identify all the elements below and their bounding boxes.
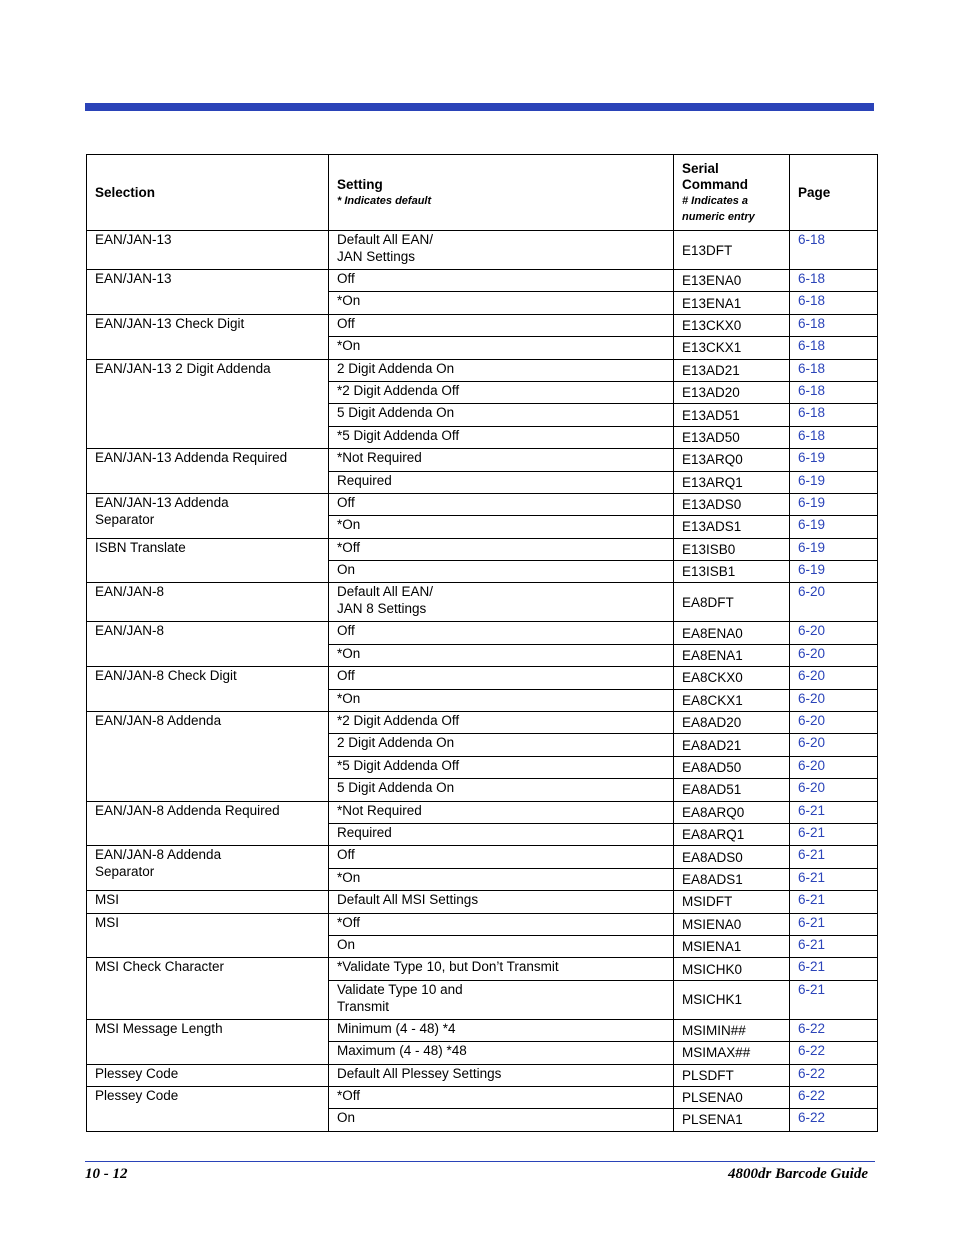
- serial-command-cell: E13ARQ0: [674, 449, 790, 471]
- table-row: [87, 958, 878, 980]
- table-row: [87, 493, 878, 515]
- table-row: [87, 1064, 878, 1086]
- serial-command-cell: EA8ENA1: [674, 644, 790, 666]
- setting-cell: *On: [329, 516, 674, 538]
- page-link[interactable]: 6-19: [790, 471, 878, 493]
- selection-cell: MSI Message Length: [87, 1019, 329, 1064]
- serial-command-cell: EA8ENA0: [674, 622, 790, 644]
- page-link[interactable]: 6-20: [790, 583, 878, 622]
- table-row: [87, 1019, 878, 1041]
- setting-cell: *5 Digit Addenda Off: [329, 426, 674, 448]
- page-link[interactable]: 6-22: [790, 1086, 878, 1108]
- selection-cell: ISBN Translate: [87, 538, 329, 583]
- page-link[interactable]: 6-18: [790, 314, 878, 336]
- setting-header: Setting * Indicates default: [329, 155, 674, 231]
- setting-cell: *2 Digit Addenda Off: [329, 381, 674, 403]
- page-link[interactable]: 6-21: [790, 935, 878, 957]
- selection-cell: EAN/JAN-13 Addenda Required: [87, 449, 329, 494]
- page-link[interactable]: 6-18: [790, 270, 878, 292]
- serial-command-cell: E13AD50: [674, 426, 790, 448]
- serial-command-cell: MSIDFT: [674, 891, 790, 913]
- page-link[interactable]: 6-18: [790, 359, 878, 381]
- setting-cell: Off: [329, 667, 674, 689]
- setting-cell: *On: [329, 868, 674, 890]
- serial-command-cell: E13CKX1: [674, 337, 790, 359]
- default-note: * Indicates default: [337, 194, 432, 207]
- selection-cell: EAN/JAN-8 Addenda Separator: [87, 846, 329, 891]
- page-link[interactable]: 6-20: [790, 689, 878, 711]
- serial-command-cell: EA8ADS0: [674, 846, 790, 868]
- serial-command-cell: E13AD20: [674, 381, 790, 403]
- selection-cell: EAN/JAN-8 Addenda: [87, 712, 329, 802]
- page-link[interactable]: 6-20: [790, 779, 878, 801]
- selection-cell: MSI: [87, 891, 329, 913]
- serial-command-cell: E13ADS1: [674, 516, 790, 538]
- settings-table: [86, 154, 878, 1132]
- serial-command-cell: E13ISB0: [674, 538, 790, 560]
- serial-command-cell: E13ENA1: [674, 292, 790, 314]
- selection-cell: Plessey Code: [87, 1064, 329, 1086]
- setting-cell: *Not Required: [329, 801, 674, 823]
- setting-cell: Off: [329, 846, 674, 868]
- serial-command-cell: EA8AD51: [674, 779, 790, 801]
- page-link[interactable]: 6-21: [790, 801, 878, 823]
- serial-command-cell: EA8AD20: [674, 712, 790, 734]
- selection-cell: EAN/JAN-8 Check Digit: [87, 667, 329, 712]
- serial-command-cell: E13DFT: [674, 231, 790, 270]
- setting-cell: Minimum (4 - 48) *4: [329, 1019, 674, 1041]
- page-link[interactable]: 6-20: [790, 622, 878, 644]
- table-row: [87, 359, 878, 381]
- page-link[interactable]: 6-19: [790, 449, 878, 471]
- serial-command-cell: EA8CKX1: [674, 689, 790, 711]
- setting-cell: Default All EAN/ JAN 8 Settings: [329, 583, 674, 622]
- serial-command-cell: MSIMIN##: [674, 1019, 790, 1041]
- table-row: [87, 846, 878, 868]
- selection-cell: EAN/JAN-13 2 Digit Addenda: [87, 359, 329, 449]
- table-row: [87, 801, 878, 823]
- setting-cell: *On: [329, 689, 674, 711]
- page-link[interactable]: 6-18: [790, 404, 878, 426]
- serial-command-cell: EA8AD21: [674, 734, 790, 756]
- serial-command-cell: PLSENA1: [674, 1109, 790, 1131]
- serial-command-cell: EA8ADS1: [674, 868, 790, 890]
- page-link[interactable]: 6-21: [790, 913, 878, 935]
- selection-cell: MSI Check Character: [87, 958, 329, 1019]
- setting-cell: On: [329, 1109, 674, 1131]
- serial-command-cell: MSICHK1: [674, 980, 790, 1019]
- selection-header: Selection: [87, 155, 329, 231]
- serial-command-cell: EA8ARQ1: [674, 823, 790, 845]
- page-link[interactable]: 6-22: [790, 1064, 878, 1086]
- setting-cell: On: [329, 935, 674, 957]
- guide-title: 4800dr Barcode Guide: [728, 1166, 868, 1182]
- serial-command-cell: E13AD51: [674, 404, 790, 426]
- table-row: [87, 538, 878, 560]
- setting-cell: *Validate Type 10, but Don’t Transmit: [329, 958, 674, 980]
- setting-cell: *2 Digit Addenda Off: [329, 712, 674, 734]
- page-link[interactable]: 6-20: [790, 734, 878, 756]
- page-link[interactable]: 6-21: [790, 846, 878, 868]
- selection-cell: EAN/JAN-13: [87, 270, 329, 315]
- setting-cell: Default All Plessey Settings: [329, 1064, 674, 1086]
- setting-cell: Off: [329, 493, 674, 515]
- setting-cell: Default All EAN/ JAN Settings: [329, 231, 674, 270]
- page-link[interactable]: 6-18: [790, 426, 878, 448]
- setting-cell: *Off: [329, 538, 674, 560]
- setting-cell: Off: [329, 270, 674, 292]
- page-number: 10 - 12: [85, 1166, 128, 1182]
- page-link[interactable]: 6-20: [790, 712, 878, 734]
- page-link[interactable]: 6-18: [790, 337, 878, 359]
- header-rule: [85, 103, 874, 111]
- setting-cell: *Not Required: [329, 449, 674, 471]
- page-link[interactable]: 6-22: [790, 1042, 878, 1064]
- setting-cell: On: [329, 561, 674, 583]
- page-link[interactable]: 6-19: [790, 538, 878, 560]
- page-link[interactable]: 6-22: [790, 1109, 878, 1131]
- setting-cell: 5 Digit Addenda On: [329, 779, 674, 801]
- setting-cell: Off: [329, 622, 674, 644]
- page-link[interactable]: 6-22: [790, 1019, 878, 1041]
- setting-cell: Maximum (4 - 48) *48: [329, 1042, 674, 1064]
- setting-cell: *On: [329, 337, 674, 359]
- page-link[interactable]: 6-20: [790, 644, 878, 666]
- serial-command-cell: MSICHK0: [674, 958, 790, 980]
- page-link[interactable]: 6-18: [790, 292, 878, 314]
- serial-command-cell: MSIMAX##: [674, 1042, 790, 1064]
- serial-command-cell: E13ENA0: [674, 270, 790, 292]
- selection-cell: MSI: [87, 913, 329, 958]
- table-row: [87, 231, 878, 270]
- serial-command-cell: E13AD21: [674, 359, 790, 381]
- setting-cell: Default All MSI Settings: [329, 891, 674, 913]
- serial-command-cell: PLSENA0: [674, 1086, 790, 1108]
- table-row: [87, 622, 878, 644]
- setting-cell: Off: [329, 314, 674, 336]
- setting-cell: Required: [329, 823, 674, 845]
- selection-cell: EAN/JAN-8: [87, 622, 329, 667]
- setting-cell: 2 Digit Addenda On: [329, 359, 674, 381]
- table-row: [87, 314, 878, 336]
- serial-command-cell: MSIENA1: [674, 935, 790, 957]
- footer-rule: [85, 1161, 875, 1162]
- selection-cell: EAN/JAN-13: [87, 231, 329, 270]
- selection-cell: EAN/JAN-8 Addenda Required: [87, 801, 329, 846]
- table-row: [87, 667, 878, 689]
- setting-cell: *On: [329, 644, 674, 666]
- setting-cell: *Off: [329, 1086, 674, 1108]
- setting-cell: *Off: [329, 913, 674, 935]
- page-link[interactable]: 6-19: [790, 561, 878, 583]
- table-row: [87, 891, 878, 913]
- selection-cell: EAN/JAN-13 Addenda Separator: [87, 493, 329, 538]
- table-row: [87, 712, 878, 734]
- page-link[interactable]: 6-21: [790, 891, 878, 913]
- setting-cell: 5 Digit Addenda On: [329, 404, 674, 426]
- page-link[interactable]: 6-19: [790, 516, 878, 538]
- setting-cell: 2 Digit Addenda On: [329, 734, 674, 756]
- table-header-row: [87, 155, 878, 231]
- setting-cell: Validate Type 10 and Transmit: [329, 980, 674, 1019]
- selection-cell: Plessey Code: [87, 1086, 329, 1131]
- selection-cell: EAN/JAN-13 Check Digit: [87, 314, 329, 359]
- setting-cell: *5 Digit Addenda Off: [329, 756, 674, 778]
- page-link[interactable]: 6-18: [790, 231, 878, 270]
- serial-command-cell: E13CKX0: [674, 314, 790, 336]
- serial-command-cell: E13ADS0: [674, 493, 790, 515]
- serial-command-cell: PLSDFT: [674, 1064, 790, 1086]
- setting-cell: Required: [329, 471, 674, 493]
- page-link[interactable]: 6-20: [790, 756, 878, 778]
- page-link[interactable]: 6-20: [790, 667, 878, 689]
- setting-cell: *On: [329, 292, 674, 314]
- serial-command-header: Serial Command # Indicates a numeric entry: [674, 155, 790, 231]
- page-link[interactable]: 6-19: [790, 493, 878, 515]
- selection-cell: EAN/JAN-8: [87, 583, 329, 622]
- page-link[interactable]: 6-21: [790, 958, 878, 980]
- page-header: Page: [790, 155, 878, 231]
- table-row: [87, 449, 878, 471]
- table-row: [87, 1086, 878, 1108]
- page-link[interactable]: 6-18: [790, 381, 878, 403]
- table-row: [87, 913, 878, 935]
- serial-command-cell: EA8DFT: [674, 583, 790, 622]
- serial-command-cell: EA8CKX0: [674, 667, 790, 689]
- page-link[interactable]: 6-21: [790, 823, 878, 845]
- serial-command-cell: EA8AD50: [674, 756, 790, 778]
- page-link[interactable]: 6-21: [790, 980, 878, 1019]
- serial-command-cell: E13ISB1: [674, 561, 790, 583]
- serial-command-cell: E13ARQ1: [674, 471, 790, 493]
- page-link[interactable]: 6-21: [790, 868, 878, 890]
- table-row: [87, 583, 878, 622]
- table-row: [87, 270, 878, 292]
- serial-command-cell: EA8ARQ0: [674, 801, 790, 823]
- serial-command-cell: MSIENA0: [674, 913, 790, 935]
